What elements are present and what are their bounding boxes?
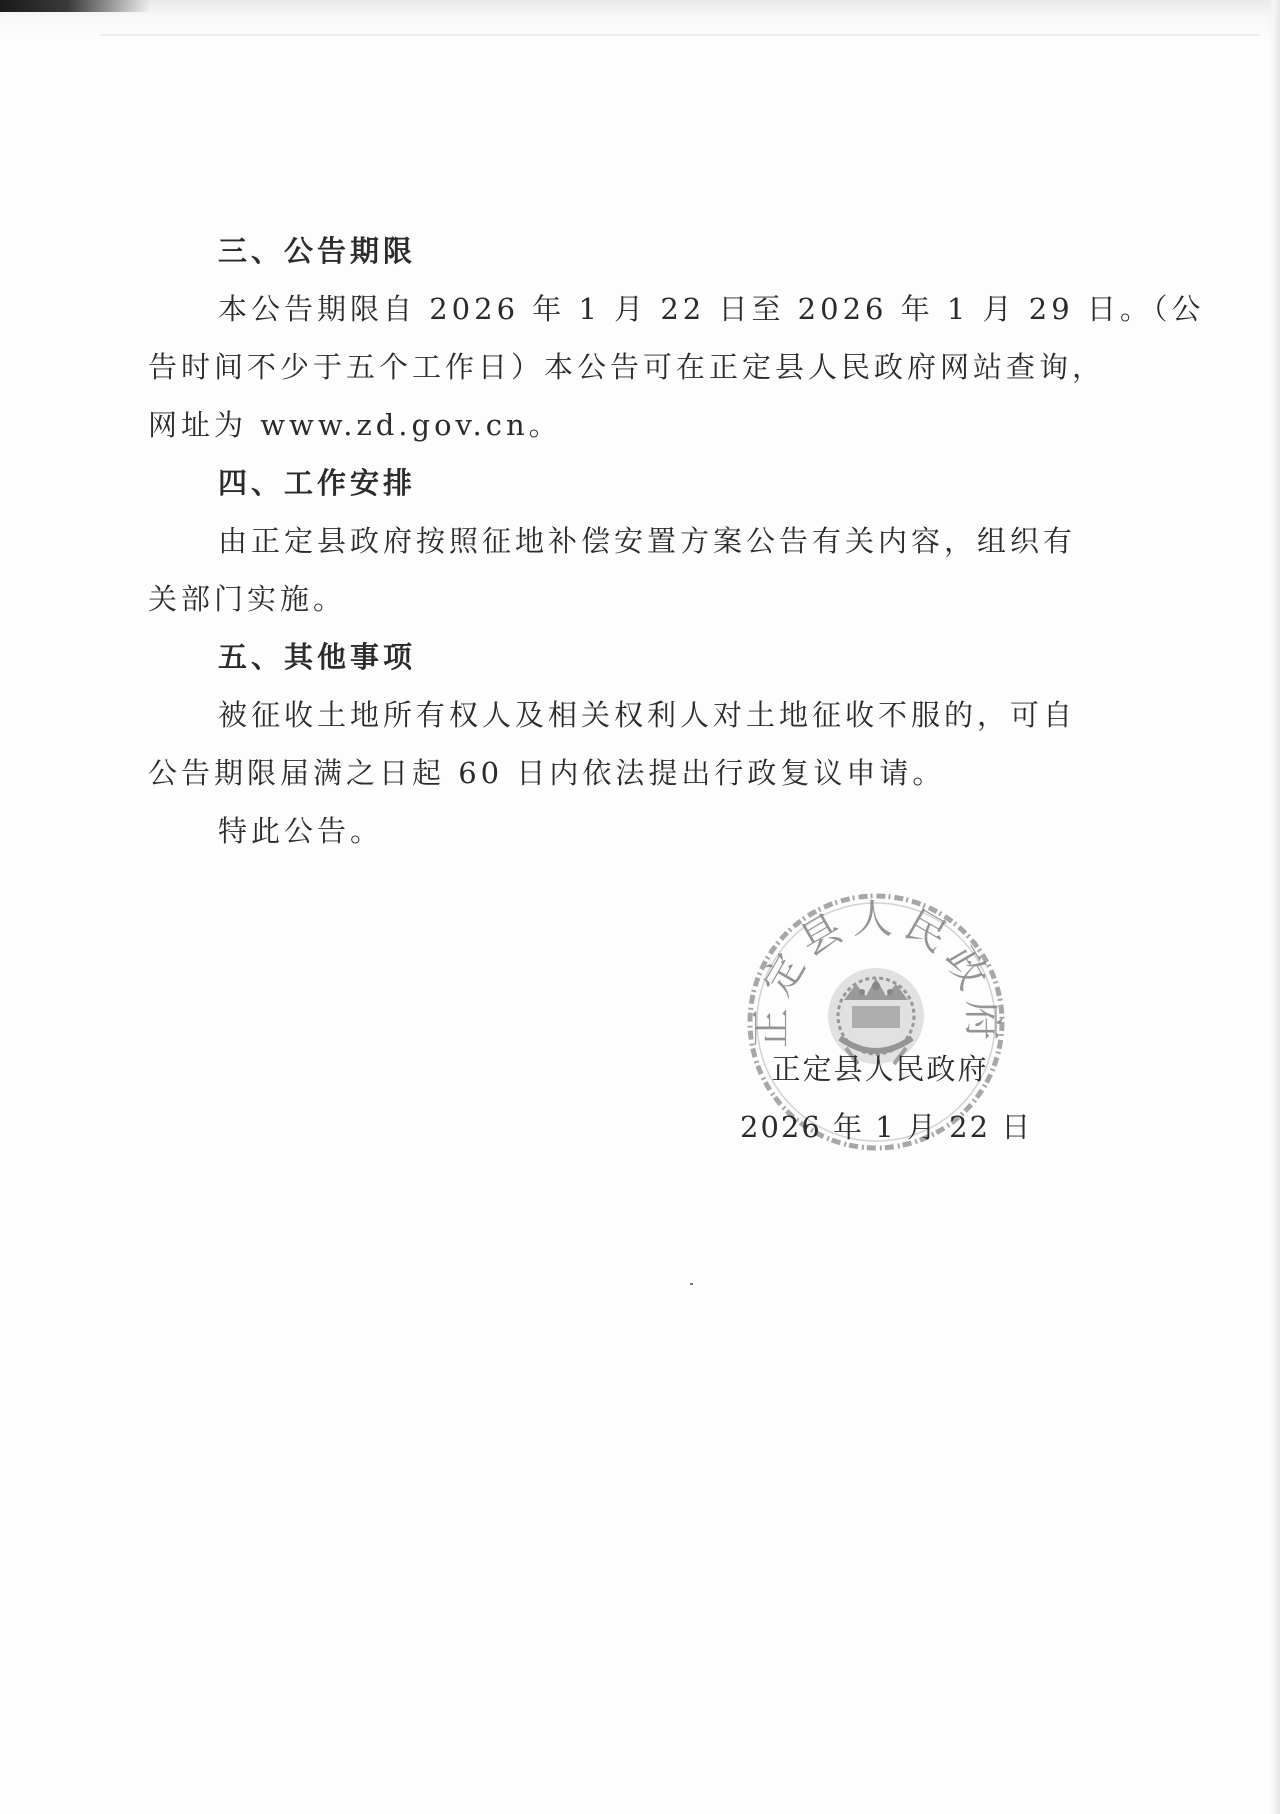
scan-artifact-line xyxy=(100,34,1260,36)
paragraph-line: 本公告期限自 2026 年 1 月 22 日至 2026 年 1 月 29 日。（公 xyxy=(218,292,1205,326)
scan-shadow-right xyxy=(1268,0,1280,1814)
section-heading-work-arrangement: 四、工作安排 xyxy=(218,466,417,500)
section-heading-announcement-period: 三、公告期限 xyxy=(218,234,417,268)
issuer-name: 正定县人民政府 xyxy=(771,1052,989,1086)
paragraph-line: 告时间不少于五个工作日）本公告可在正定县人民政府网站查询， xyxy=(148,350,1106,384)
paragraph-line: 公告期限届满之日起 60 日内依法提出行政复议申请。 xyxy=(148,756,946,790)
section-heading-other-matters: 五、其他事项 xyxy=(218,640,417,674)
closing-statement: 特此公告。 xyxy=(218,814,384,848)
issue-date: 2026 年 1 月 22 日 xyxy=(740,1110,1033,1144)
document-body xyxy=(148,222,1205,860)
seal-arc-text: 正定县人民政府 xyxy=(748,896,1006,1049)
paragraph-line: 被征收土地所有权人及相关权利人对土地征收不服的，可自 xyxy=(218,698,1077,732)
scan-speck xyxy=(690,1283,693,1285)
signature-block xyxy=(740,1040,1033,1156)
scan-corner-shadow xyxy=(0,0,150,12)
paragraph-line: 由正定县政府按照征地补偿安置方案公告有关内容，组织有 xyxy=(218,524,1077,558)
paragraph-line: 关部门实施。 xyxy=(148,582,347,616)
paragraph-line: 网址为 www.zd.gov.cn。 xyxy=(148,408,562,442)
